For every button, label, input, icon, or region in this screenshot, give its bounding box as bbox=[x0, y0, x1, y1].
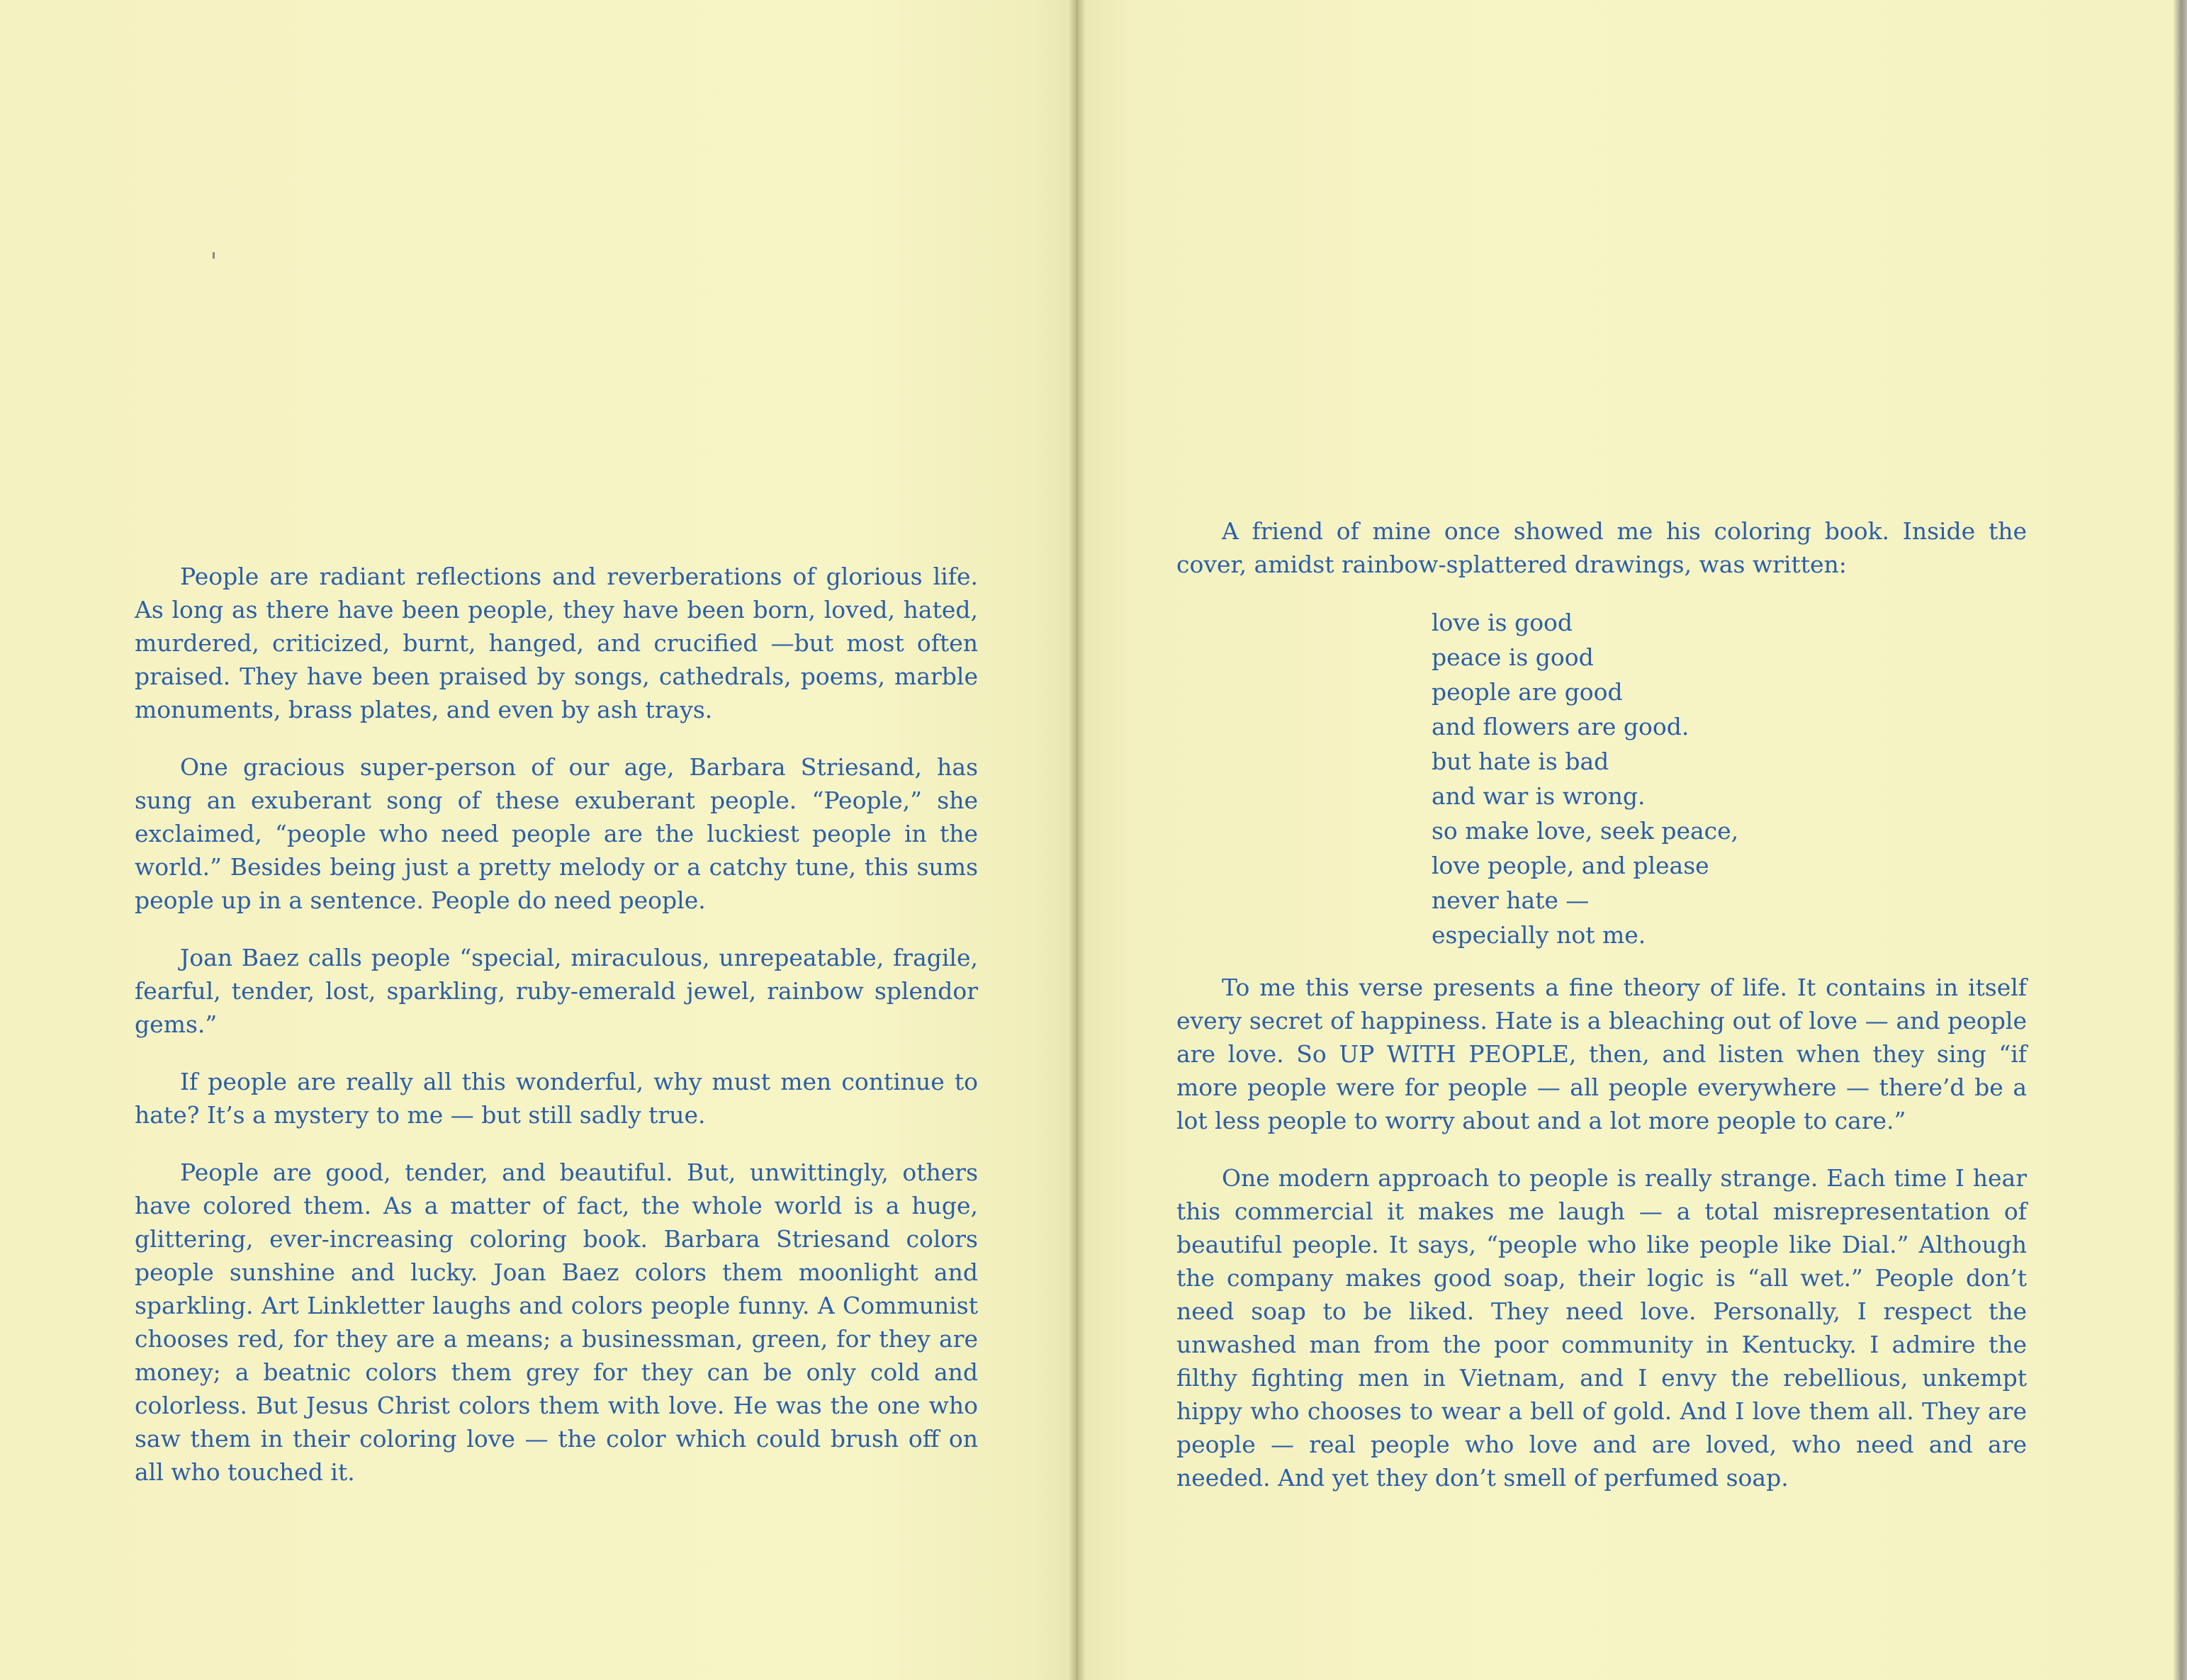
left-paragraph-5: People are good, tender, and beautiful. But, unwittingly, others have colored them. As a matter of fact, the whole world is a huge, glittering, ever-increasing coloring book. Barbara Striesand colors people sunshine and lucky. Joan Baez colors them moonlight and sparkling. Art Linkletter laughs and colors people funny. A Communist chooses red, for they are a means; a businessman, green, for they are money; a beatnic colors them grey for they can be only cold and colorless. But Jesus Christ colors them with love. He was the one who saw them in their coloring love — the color which could brush off on all who touched it. bbox=[135, 1158, 978, 1486]
verse-line: people are good bbox=[1432, 678, 1623, 706]
left-paragraph-3: Joan Baez calls people “special, miraculous, unrepeatable, fragile, fearful, tender, lost, sparkling, ruby-emerald jewel, rainbow splendor gems.” bbox=[135, 944, 978, 1038]
left-page-text bbox=[135, 560, 978, 1513]
right-page-text bbox=[1176, 514, 2027, 1518]
verse-line: peace is good bbox=[1432, 643, 1594, 671]
verse-line: and war is wrong. bbox=[1432, 782, 1646, 810]
verse-line: and flowers are good. bbox=[1432, 713, 1690, 740]
verse-line: but hate is bad bbox=[1432, 748, 1609, 775]
left-paragraph-1: People are radiant reflections and reverberations of glorious life. As long as there have been people, they have been born, loved, hated, murdered, criticized, burnt, hanged, and crucified —but most often praised. They have been praised by songs, cathedrals, poems, marble monuments, brass plates, and even by ash trays. bbox=[135, 563, 978, 723]
verse-line: love is good bbox=[1432, 609, 1573, 636]
book-gutter bbox=[1069, 0, 1086, 1680]
right-paragraph-1: To me this verse presents a fine theory of life. It contains in itself every secret of happiness. Hate is a bleaching out of love — and people are love. So UP WITH PEOPLE, then, and listen when they sing “if more people were for people — all people everywhere — there’d be a lot less people to worry about and a lot more people to care.” bbox=[1176, 974, 2027, 1134]
coloring-book-verse bbox=[1176, 605, 2027, 952]
right-intro-paragraph: A friend of mine once showed me his coloring book. Inside the cover, amidst rainbow-splattered drawings, was written: bbox=[1176, 517, 2027, 578]
page-edge-shadow bbox=[2173, 0, 2187, 1680]
left-paragraph-4: If people are really all this wonderful, why must men continue to hate? It’s a mystery to me — but still sadly true. bbox=[135, 1068, 978, 1129]
stray-ink-mark bbox=[213, 252, 215, 259]
verse-line: so make love, seek peace, bbox=[1432, 817, 1739, 845]
left-paragraph-2: One gracious super-person of our age, Barbara Striesand, has sung an exuberant song of these exuberant people. “People,” she exclaimed, “people who need people are the luckiest people in the world.” Besides being just a pretty melody or a catchy tune, this sums people up in a sentence. People do need people. bbox=[135, 753, 978, 914]
verse-line: never hate — bbox=[1432, 886, 1590, 914]
right-paragraph-2: One modern approach to people is really strange. Each time I hear this commercial it makes me laugh — a total misrepresentation of beautiful people. It says, “people who like people like Dial.” Although the company makes good soap, their logic is “all wet.” People don’t need soap to be liked. They need love. Personally, I respect the unwashed man from the poor community in Kentucky. I admire the filthy fighting men in Vietnam, and I envy the rebellious, unkempt hippy who chooses to wear a bell of gold. And I love them all. They are people — real people who love and are loved, who need and are needed. And yet they don’t smell of perfumed soap. bbox=[1176, 1164, 2027, 1492]
verse-line: love people, and please bbox=[1432, 852, 1709, 879]
verse-line: especially not me. bbox=[1432, 921, 1646, 949]
left-page bbox=[0, 0, 1077, 1680]
